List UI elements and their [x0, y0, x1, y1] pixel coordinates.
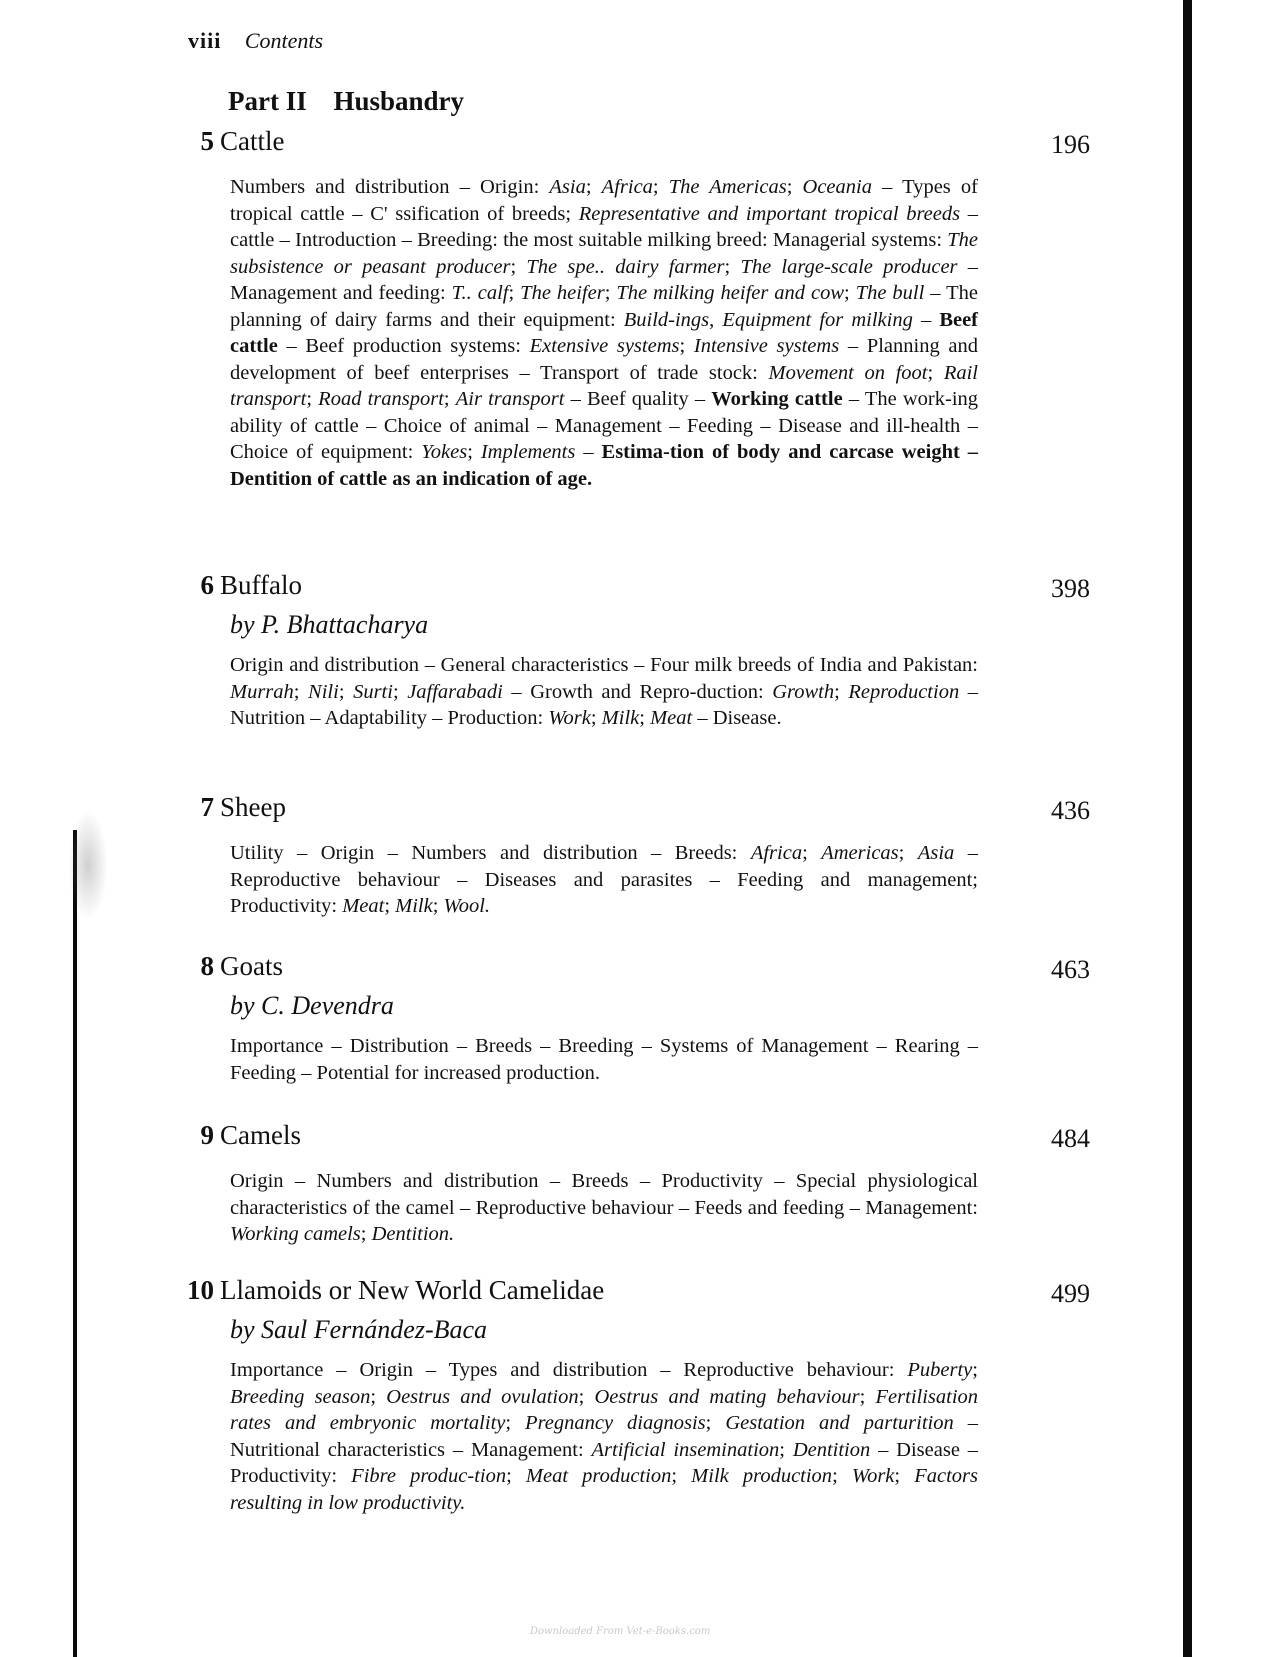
description-run: Oestrus and ovulation — [386, 1385, 579, 1408]
scan-smudge — [68, 810, 108, 920]
chapter-number: 5 — [200, 126, 214, 156]
description-run: Asia — [549, 176, 586, 198]
description-run: – Beef production systems: — [277, 335, 530, 357]
description-run: Origin – Numbers and distribution – Breeds – Productivity – Special physiological characteristics of the camel – Reproductive behaviour – Feeds and feeding – Management: — [230, 1170, 978, 1219]
running-head-title: Contents — [244, 28, 324, 53]
chapter-description — [230, 1033, 978, 1086]
binding-shadow — [73, 830, 77, 1657]
description-run: Breeding season — [230, 1385, 371, 1408]
description-run: – Disease. — [692, 707, 782, 729]
description-run: ; — [432, 895, 444, 917]
description-run: ; — [802, 842, 822, 864]
description-run: – Types of tropical cattle – C' ssification of breeds; — [230, 176, 978, 225]
description-run: ; — [898, 842, 918, 864]
description-run: – Nutritional characteristics – Management: — [230, 1412, 978, 1461]
description-run: The subsistence or peasant producer — [230, 229, 978, 278]
description-run: Africa — [601, 176, 653, 198]
description-run: Reproduction — [848, 680, 960, 703]
description-run: ; — [590, 707, 602, 729]
description-run: Dentition — [792, 1438, 871, 1461]
description-run: Working cattle — [711, 388, 843, 410]
chapter-title: Sheep — [220, 792, 286, 822]
toc-entry-camels — [190, 1120, 1090, 1248]
description-run: Estima-tion of body and carcase weight – Dentition of cattle as an indication of age. — [230, 441, 978, 490]
chapter-number: 6 — [200, 570, 214, 600]
chapter-description — [230, 174, 978, 492]
description-run: ; — [370, 1385, 387, 1408]
chapter-page-number: 484 — [1051, 1124, 1090, 1153]
description-run: ; — [392, 680, 408, 703]
chapter-title: Camels — [220, 1120, 301, 1150]
chapter-number: 9 — [200, 1120, 214, 1150]
description-run: Origin and distribution – General characteristics – Four milk breeds of India and Pakistan: — [230, 654, 978, 676]
chapter-title: Llamoids or New World Camelidae — [220, 1275, 605, 1305]
description-run: Puberty — [907, 1359, 973, 1381]
chapter-author: by P. Bhattacharya — [230, 610, 429, 639]
description-run: Road transport — [318, 388, 444, 410]
chapter-page-number: 436 — [1051, 796, 1090, 825]
description-run: Surti — [353, 680, 393, 703]
chapter-title: Cattle — [220, 126, 285, 156]
description-run: Asia — [917, 842, 955, 864]
description-run: ; — [506, 1465, 526, 1487]
description-run: – — [575, 441, 602, 463]
chapter-description — [230, 1168, 978, 1248]
description-run: ; — [724, 255, 741, 278]
description-run: Americas — [821, 842, 899, 864]
toc-entry-cattle — [190, 126, 1090, 492]
description-run: ; — [360, 1223, 372, 1245]
description-run: Meat production — [525, 1465, 672, 1487]
description-run: Work — [851, 1465, 895, 1487]
chapter-number: 8 — [200, 951, 214, 981]
description-run: – — [912, 308, 940, 331]
description-run: The bull — [855, 282, 925, 304]
part-label: Part II — [228, 86, 307, 116]
description-run: ; — [338, 680, 354, 703]
description-run: ; — [844, 282, 856, 304]
description-run: Africa — [750, 842, 803, 864]
part-title: Husbandry — [333, 86, 465, 116]
description-run: Yokes — [421, 441, 468, 463]
chapter-author: by Saul Fernández-Baca — [230, 1315, 488, 1344]
description-run: ; — [578, 1385, 595, 1408]
chapter-description — [230, 652, 978, 732]
chapter-title: Buffalo — [220, 570, 302, 600]
description-run: ; — [832, 1465, 852, 1487]
page-folio: viii — [188, 28, 222, 53]
chapter-title: Goats — [220, 951, 283, 981]
description-run: Meat — [342, 895, 385, 917]
description-run: Fertilisation rates and embryonic mortality — [230, 1385, 979, 1434]
description-run: Working camels — [230, 1223, 361, 1245]
description-run: T.. calf — [451, 282, 509, 304]
description-run: The spe.. dairy farmer — [526, 255, 725, 278]
description-run: ; — [679, 335, 694, 357]
chapter-page-number: 398 — [1051, 574, 1090, 603]
description-run: Extensive systems — [529, 335, 680, 357]
toc-entry-sheep — [190, 792, 1090, 920]
description-run: Murrah — [230, 680, 294, 703]
description-run: Numbers and distribution – Origin: — [230, 176, 550, 198]
description-run: Jaffarabadi — [407, 680, 503, 703]
description-run: ; — [467, 441, 481, 463]
description-run: – The work-ing ability of cattle – Choice of animal – Management – Feeding – Disease and ill-health – Choice of equipment: — [230, 388, 979, 463]
description-run: – Nutrition – Adaptability – Production: — [230, 680, 978, 729]
description-run: ; — [894, 1465, 915, 1487]
description-run: Wool. — [443, 895, 491, 917]
chapter-description — [230, 840, 978, 920]
description-run: ; — [927, 361, 944, 384]
toc-entry-buffalo — [190, 570, 1090, 732]
description-run: ; — [705, 1412, 726, 1434]
description-run: The heifer — [520, 282, 605, 304]
description-run: ; — [384, 895, 396, 917]
description-run: ; — [639, 707, 651, 729]
description-run: The milking heifer and cow — [616, 282, 845, 304]
description-run: ; — [508, 282, 521, 304]
chapter-author: by C. Devendra — [230, 991, 394, 1020]
description-run: Intensive systems — [693, 335, 840, 357]
chapter-number: 10 — [187, 1275, 214, 1305]
description-run: Oceania — [802, 176, 872, 198]
description-run: Representative and important tropical breeds — [578, 202, 961, 225]
description-run: Milk — [395, 895, 433, 917]
description-run: Importance – Distribution – Breeds – Breeding – Systems of Management – Rearing – Feeding – Potential for increased production. — [230, 1035, 978, 1084]
description-run: – Beef quality – — [564, 388, 712, 410]
description-run: Nili — [308, 680, 339, 703]
chapter-description — [230, 1357, 978, 1516]
description-run: Factors resulting in low productivity. — [230, 1465, 978, 1514]
running-head — [188, 28, 323, 54]
description-run: ; — [585, 176, 602, 198]
description-run: – Reproductive behaviour – Diseases and parasites – Feeding and management; Productivity: — [230, 842, 978, 917]
description-run: – Growth and Repro-duction: — [502, 680, 773, 703]
description-run: – The planning of dairy farms and their equipment: — [230, 282, 978, 331]
description-run: Pregnancy diagnosis — [525, 1412, 706, 1434]
description-run: Artificial insemination — [591, 1438, 780, 1461]
description-run: Beef cattle — [230, 308, 979, 357]
description-run: ; — [306, 388, 319, 410]
description-run: Growth — [772, 680, 835, 703]
page-edge-shadow — [1183, 0, 1192, 1657]
description-run: Importance – Origin – Types and distribution – Reproductive behaviour: — [230, 1359, 908, 1381]
description-run: ; — [510, 255, 527, 278]
description-run: ; — [859, 1385, 876, 1408]
chapter-page-number: 499 — [1051, 1279, 1090, 1308]
description-run: Rail transport — [230, 361, 979, 410]
description-run: Implements — [480, 441, 576, 463]
chapter-number: 7 — [200, 792, 214, 822]
description-run: Work — [548, 707, 591, 729]
description-run: ; — [972, 1359, 978, 1381]
description-run: ; — [505, 1412, 526, 1434]
description-run: Movement on foot — [768, 361, 928, 384]
description-run: Build-ings, Equipment for milking — [623, 308, 913, 331]
description-run: Utility – Origin – Numbers and distribution – Breeds: — [230, 842, 751, 864]
description-run: The large-scale producer — [740, 255, 958, 278]
footer-watermark: Downloaded From Vet-e-Books.com — [530, 1626, 711, 1637]
description-run: – Management and feeding: — [230, 255, 979, 304]
description-run: ; — [443, 388, 456, 410]
description-run: Meat — [650, 707, 693, 729]
description-run: ; — [293, 680, 309, 703]
description-run: The Americas — [668, 176, 787, 198]
description-run: ; — [604, 282, 617, 304]
description-run: ; — [671, 1465, 692, 1487]
toc-entry-goats — [190, 951, 1090, 1086]
description-run: ; — [652, 176, 669, 198]
description-run: – Planning and development of beef enterprises – Transport of trade stock: — [230, 335, 978, 384]
chapter-page-number: 463 — [1051, 955, 1090, 984]
chapter-page-number: 196 — [1051, 130, 1090, 159]
description-run: ; — [834, 680, 849, 703]
description-run: Gestation and parturition — [725, 1412, 954, 1434]
description-run: Oestrus and mating behaviour — [594, 1385, 860, 1408]
description-run: Milk production — [691, 1465, 833, 1487]
description-run: Dentition. — [371, 1223, 455, 1245]
description-run: Air transport — [455, 388, 565, 410]
description-run: ; — [786, 176, 803, 198]
description-run: Fibre produc-tion — [351, 1465, 507, 1487]
description-run: – cattle – Introduction – Breeding: the most suitable milking breed: Managerial systems: — [230, 202, 978, 251]
description-run: – Disease – Productivity: — [230, 1438, 979, 1487]
toc-entry-llamoids — [187, 1275, 1090, 1516]
part-heading — [228, 86, 464, 117]
description-run: ; — [779, 1438, 793, 1461]
description-run: Milk — [601, 707, 640, 729]
